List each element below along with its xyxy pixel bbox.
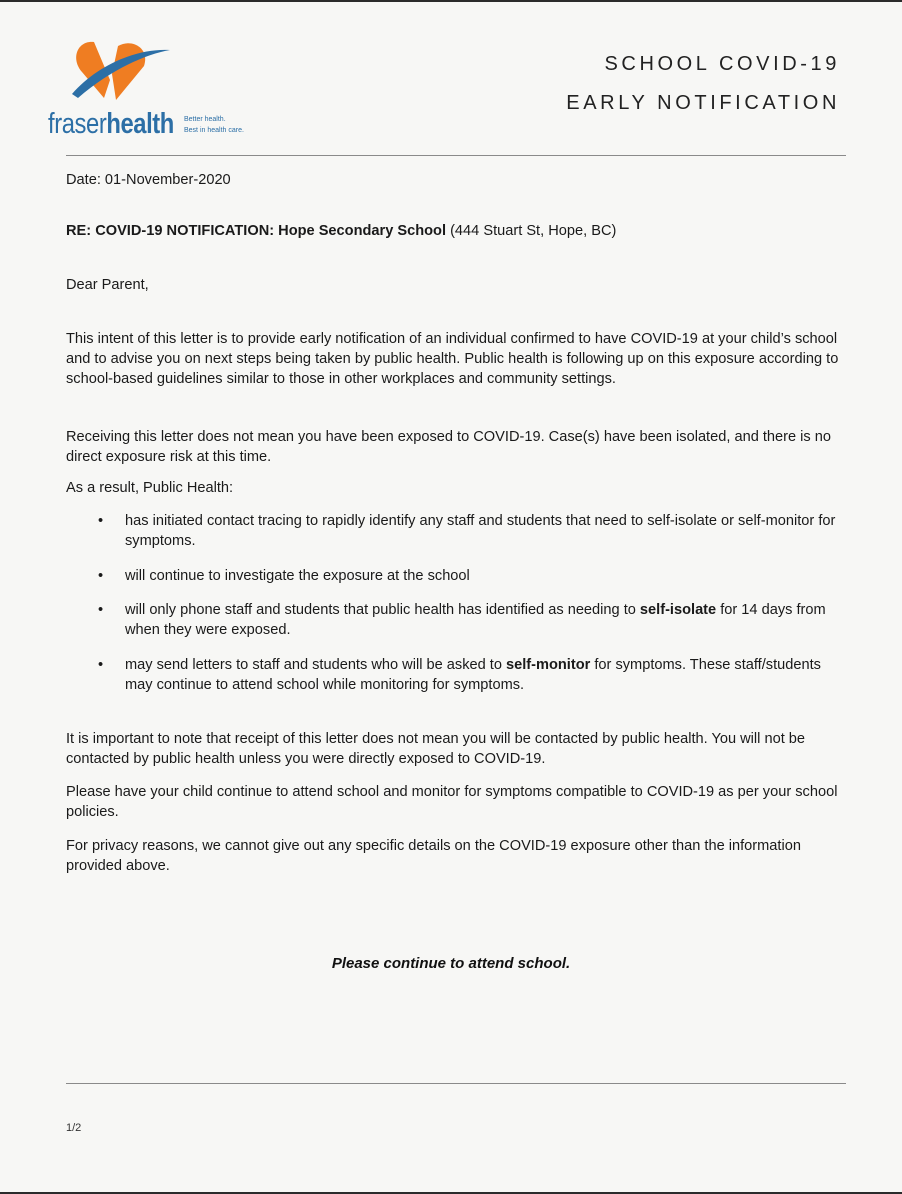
re-subject: RE: COVID-19 NOTIFICATION: Hope Secondary School	[66, 223, 447, 239]
bullet-icon: •	[98, 657, 104, 673]
doc-title-line2: EARLY NOTIFICATION	[566, 92, 840, 114]
logo-tagline: Better health. Best in health care.	[184, 116, 244, 134]
paragraph-privacy: For privacy reasons, we cannot give out any specific details on the COVID-19 exposure other than the information provided above.	[66, 838, 801, 874]
letter-date: Date: 01-November-2020	[66, 172, 231, 188]
letter-page	[0, 2, 902, 1192]
closing-statement: Please continue to attend school.	[331, 955, 571, 972]
bullet-icon: •	[98, 602, 104, 618]
greeting: Dear Parent,	[66, 277, 149, 293]
list-item: • will only phone staff and students that public health has identified as needing to self-isolate for 14 days from when they were exposed.	[98, 602, 826, 638]
re-address: (444 Stuart St, Hope, BC)	[446, 223, 617, 239]
paragraph-result: As a result, Public Health:	[66, 480, 234, 496]
page-number: 1/2	[66, 1122, 82, 1134]
paragraph-attend: Please have your child continue to attend school and monitor for symptoms compatible to COVID-19 as per your school policies.	[66, 784, 838, 820]
logo-wordmark: fraserhealth	[48, 108, 174, 140]
paragraph-contact: It is important to note that receipt of this letter does not mean you will be contacted by public health. You will not be contacted by public health unless you were directly exposed to COVID-19.	[66, 731, 806, 767]
list-item: • will continue to investigate the exposure at the school	[98, 568, 470, 584]
header-divider	[66, 155, 846, 156]
fraser-health-logo	[48, 36, 268, 146]
heart-logo-icon	[66, 36, 176, 108]
paragraph-intent: This intent of this letter is to provide early notification of an individual confirmed to have COVID-19 at your child’s school and to advise you on next steps being taken by public health. Public health is following up on this exposure according to school-based guidelines similar to those in other workplaces and community settings.	[66, 331, 839, 387]
list-item: • may send letters to staff and students who will be asked to self-monitor for symptoms. These staff/students may continue to attend school while monitoring for symptoms.	[98, 657, 821, 693]
re-line	[66, 221, 840, 241]
bullet-icon: •	[98, 513, 104, 529]
list-item: • has initiated contact tracing to rapidly identify any staff and students that need to self-isolate or self-monitor for symptoms.	[98, 513, 836, 549]
doc-title-line1: SCHOOL COVID-19	[604, 53, 840, 75]
bullet-icon: •	[98, 568, 104, 584]
footer-divider	[66, 1083, 846, 1084]
paragraph-exposure: Receiving this letter does not mean you have been exposed to COVID-19. Case(s) have been isolated, and there is no direct exposure risk at this time.	[66, 429, 832, 465]
